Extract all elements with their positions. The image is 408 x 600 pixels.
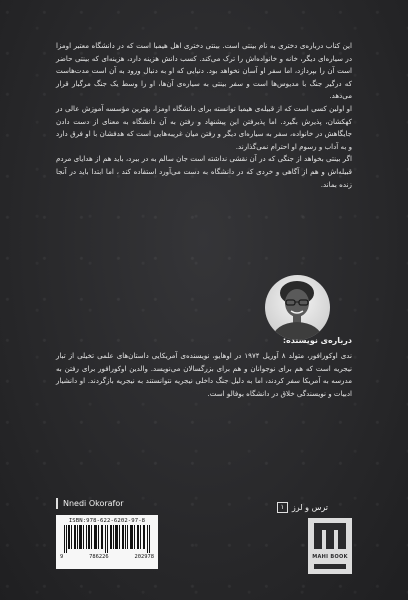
publisher-name: MAHI BOOK <box>312 554 348 560</box>
synopsis-paragraph-1: این کتاب درباره‌ی دختری به نام بینتی است. بینتی دختری اهل هیمبا است که در دانشگاه معتبر اومزا در سیاره‌ای دیگر، خانه و خانواده‌اش را ترک می‌کند. کسب دانش هزینه دارد، هزینه‌ای که بینتی حاضر است آن را بپردازد، اما سفر او آسان نخواهد بود. دنیایی که او به دنبال ورود به آن است مدت‌هاست که درگیر جنگ با مدیوس‌ها است و سفر بینتی به سیاره‌ی آن‌ها، او را وسط یک جنگ مرگبار قرار می‌دهد. <box>56 41 352 101</box>
barcode-numbers <box>60 554 154 560</box>
series-label <box>277 502 328 513</box>
isbn-barcode <box>56 515 158 569</box>
synopsis-paragraph-3: اگر بینتی بخواهد از جنگی که در آن نقشی نداشته است جان سالم به در ببرد، باید هم از هدایای مردم قبیله‌اش و هم از آگاهی و خردی که در دانشگاه به دست می‌آورد استفاده کند ، اما ابتدا باید در آنجا زنده بماند. <box>56 154 352 189</box>
isbn-text: ISBN:978-622-6202-97-8 <box>68 518 146 524</box>
barcode-digit-lead: 9 <box>60 554 64 560</box>
author-portrait <box>265 275 330 340</box>
synopsis-paragraph-2: او اولین کسی است که از قبیله‌ی هیمبا توانسته برای دانشگاه اومزا، بهترین مؤسسه آموزش عالی در کهکشان، پذیرش بگیرد. اما پذیرفتن این پیشنهاد و رفتن به آن دانشگاه به معنای از دست دادن جایگاهش در خانواده، سفر به سیاره‌ای دیگر و رفتن میان غریبه‌هایی است که هدفشان با او فرق دارد و به آداب و رسوم او احترام نمی‌گذارند. <box>56 103 352 151</box>
author-name-label <box>56 498 124 509</box>
author-bio: ندی اوکورافور، متولد ۸ آوریل ۱۹۷۴ در اوهایو، نویسنده‌ی آمریکایی داستان‌های علمی تخیلی از تبار نیجریه است که هم برای نوجوانان و هم برای بزرگسالان می‌نویسد. والدین اوکورافور برای رفتن به مدرسه به آمریکا سفر کردند، اما به دلیل جنگ داخلی نیجریه نتوانستند به نیجریه بازگردند. او دانشیار ادبیات و نویسندگی خلاق در دانشگاه بوفالو است. <box>56 351 352 398</box>
back-cover-footer <box>56 488 352 578</box>
series-number: ۱ <box>277 502 288 513</box>
author-name: Nnedi Okorafor <box>63 499 124 508</box>
barcode-digits-left: 786226 <box>89 554 109 560</box>
barcode-digits-right: 202978 <box>134 554 154 560</box>
author-heading: درباره‌ی نویسنده: <box>282 336 352 345</box>
divider-bar <box>56 498 58 509</box>
series-name: ترس و لرز <box>291 503 328 512</box>
barcode-icon <box>62 525 152 553</box>
synopsis-text <box>56 40 352 191</box>
publisher-logo <box>308 518 352 574</box>
publisher-logo-icon <box>308 518 352 574</box>
